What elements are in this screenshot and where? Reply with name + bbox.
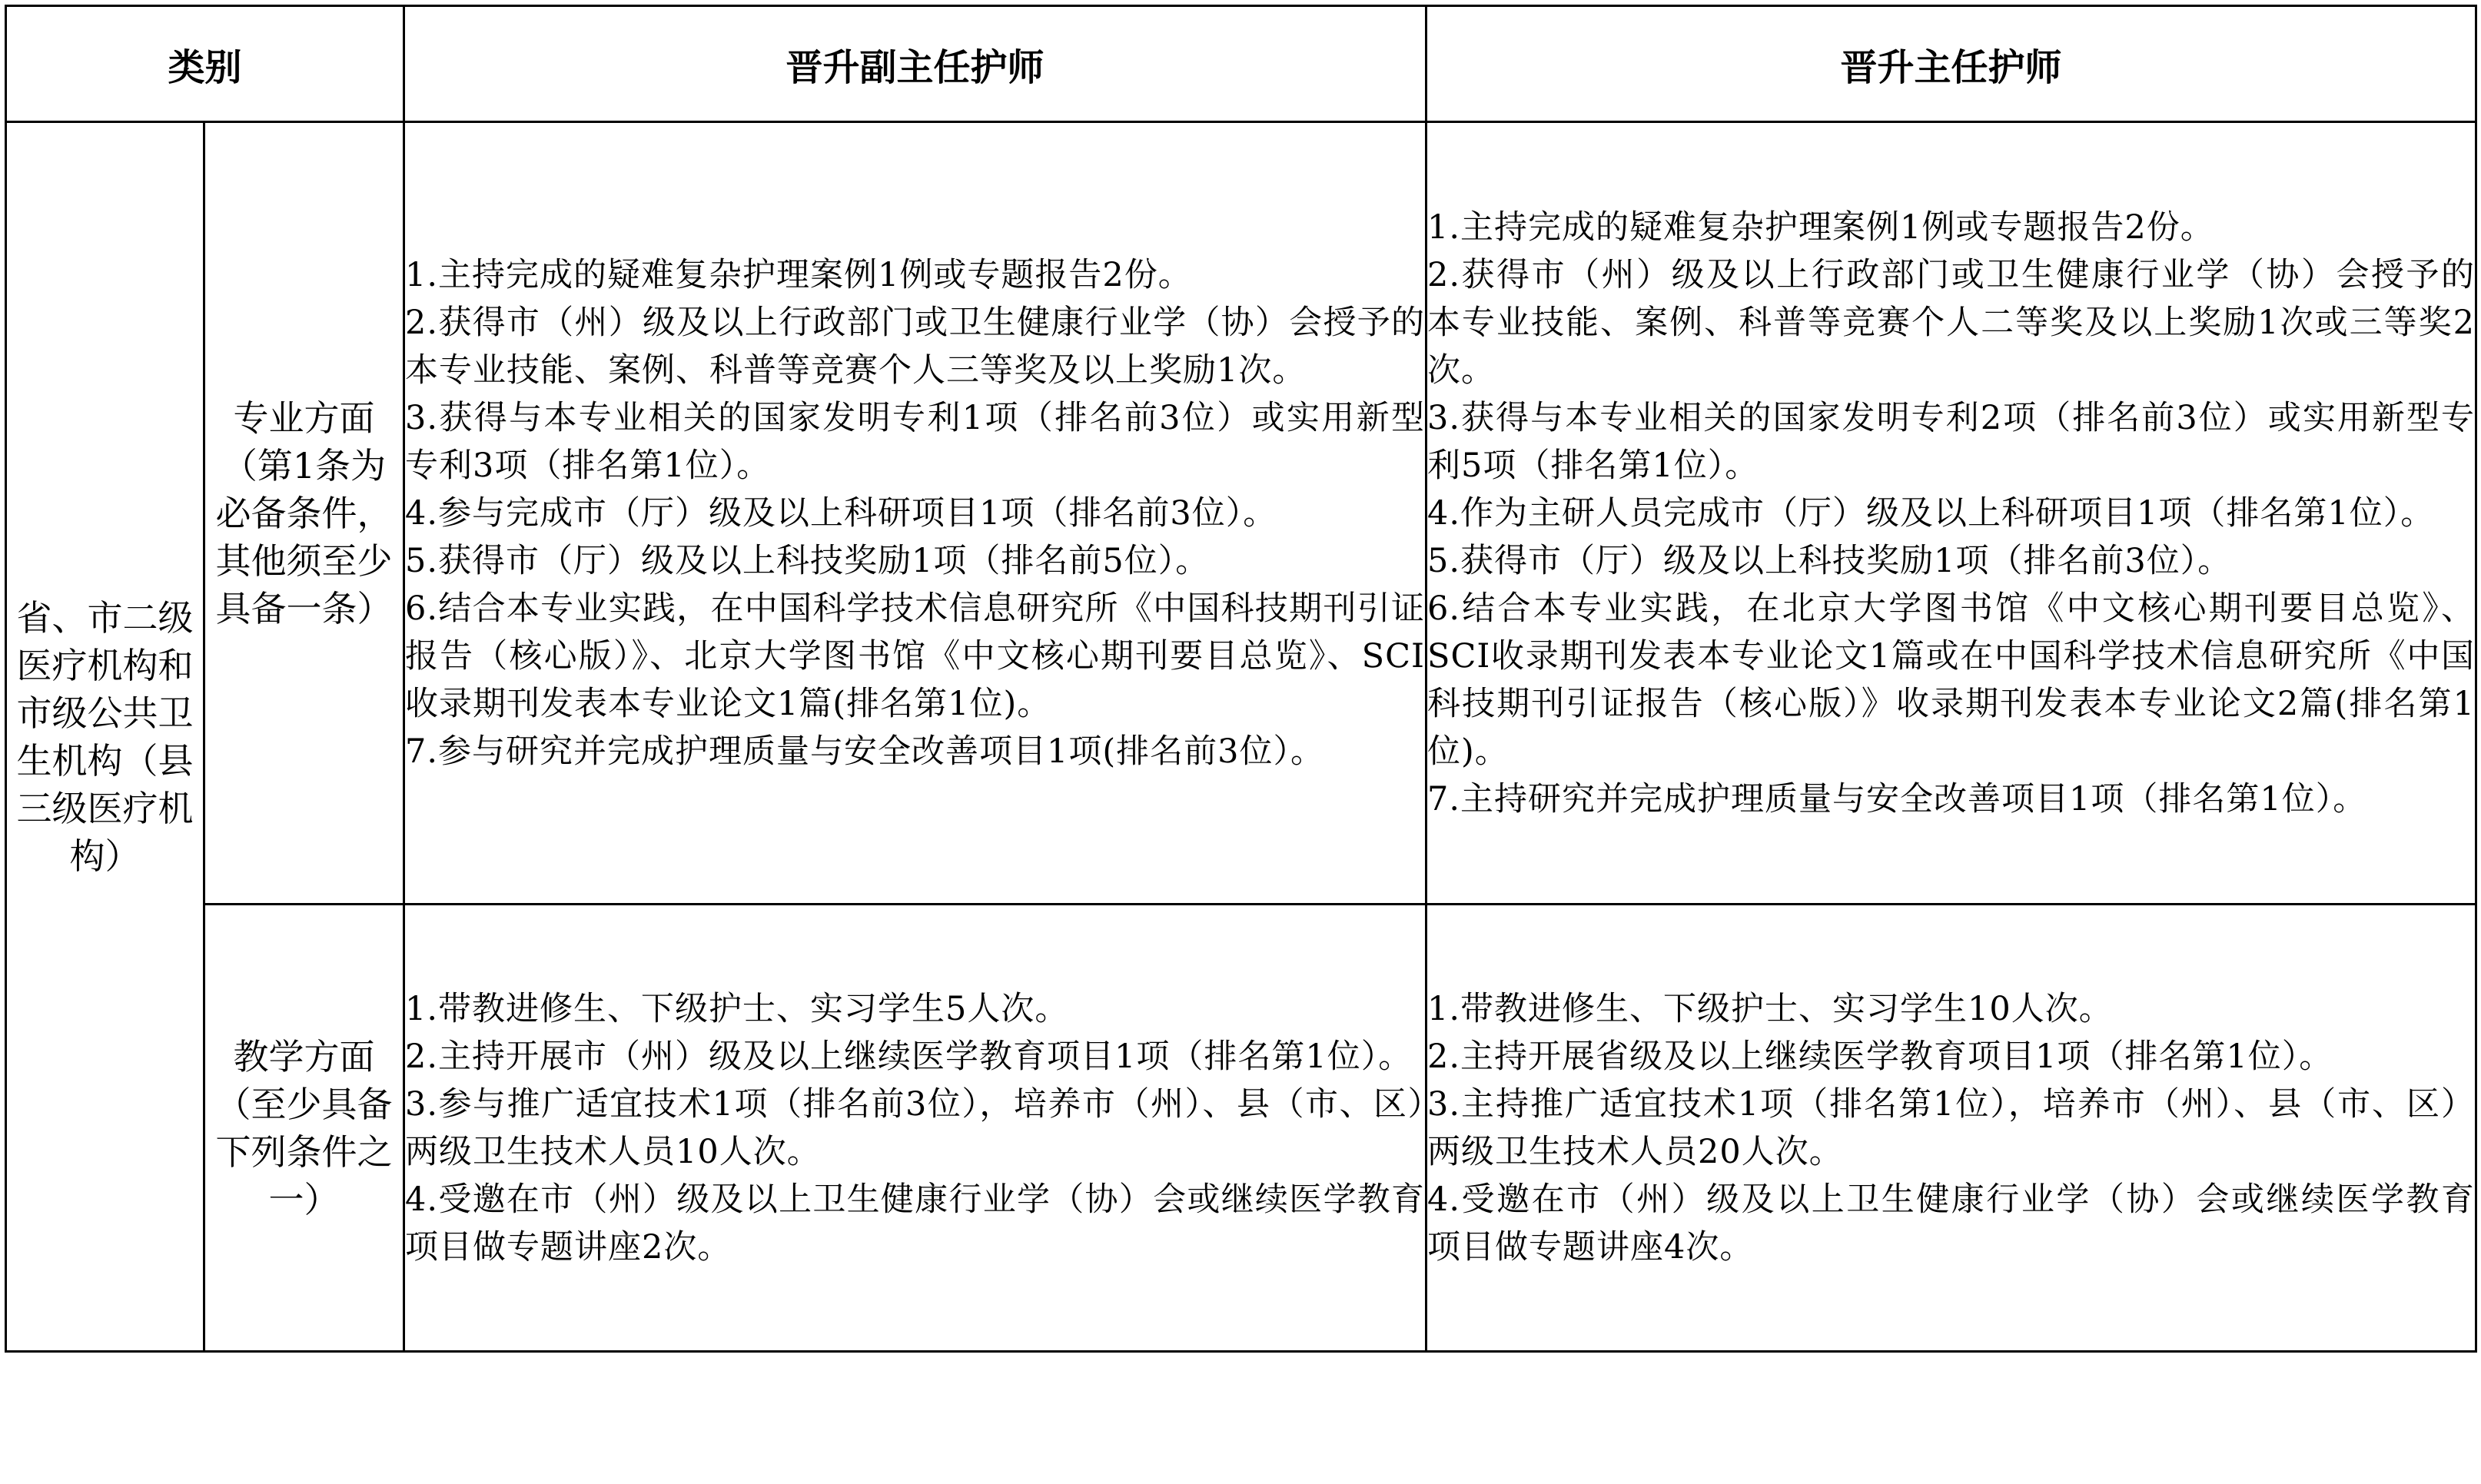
list-item: 1.带教进修生、下级护士、实习学生5人次。 — [405, 989, 1069, 1028]
list-item: 1.主持完成的疑难复杂护理案例1例或专题报告2份。 — [405, 255, 1192, 294]
deputy-teaching-cell — [404, 905, 1426, 1352]
list-item: 5.获得市（厅）级及以上科技奖励1项（排名前5位）。 — [405, 541, 1210, 580]
header-chief-nurse: 晋升主任护师 — [1426, 6, 2476, 122]
list-item: 7.参与研究并完成护理质量与安全改善项目1项(排名前3位）。 — [405, 732, 1325, 771]
list-item: 3.获得与本专业相关的国家发明专利2项（排名前3位）或实用新型专利5项（排名第1位）。 — [1427, 398, 2476, 485]
aspect-teaching: 教学方面（至少具备下列条件之一） — [204, 905, 404, 1352]
list-item: 1.带教进修生、下级护士、实习学生10人次。 — [1427, 989, 2113, 1028]
list-item: 5.获得市（厅）级及以上科技奖励1项（排名前3位）。 — [1427, 541, 2232, 580]
deputy-professional-cell — [404, 122, 1426, 905]
aspect-professional: 专业方面（第1条为必备条件，其他须至少具备一条） — [204, 122, 404, 905]
list-item: 2.获得市（州）级及以上行政部门或卫生健康行业学（协）会授予的本专业技能、案例、科普等竞赛个人三等奖及以上奖励1次。 — [405, 303, 1426, 390]
category-cell: 省、市二级医疗机构和市级公共卫生机构（县三级医疗机构） — [6, 122, 204, 1352]
chief-professional-cell — [1426, 122, 2476, 905]
list-item: 2.获得市（州）级及以上行政部门或卫生健康行业学（协）会授予的本专业技能、案例、科普等竞赛个人二等奖及以上奖励1次或三等奖2次。 — [1427, 255, 2476, 390]
header-category: 类别 — [6, 6, 404, 122]
list-item: 3.主持推广适宜技术1项（排名第1位），培养市（州）、县（市、区）两级卫生技术人员20人次。 — [1427, 1084, 2476, 1171]
header-deputy-chief-nurse: 晋升副主任护师 — [404, 6, 1426, 122]
list-item: 6.结合本专业实践，在北京大学图书馆《中文核心期刊要目总览》、SCI收录期刊发表本专业论文1篇或在中国科学技术信息研究所《中国科技期刊引证报告（核心版）》收录期刊发表本专业论文2篇(排名第1位)。 — [1427, 589, 2476, 771]
list-item: 6.结合本专业实践，在中国科学技术信息研究所《中国科技期刊引证报告（核心版）》、北京大学图书馆《中文核心期刊要目总览》、SCI收录期刊发表本专业论文1篇(排名第1位)。 — [405, 589, 1426, 723]
list-item: 7.主持研究并完成护理质量与安全改善项目1项（排名第1位）。 — [1427, 779, 2367, 818]
chief-teaching-cell — [1426, 905, 2476, 1352]
list-item: 4.受邀在市（州）级及以上卫生健康行业学（协）会或继续医学教育项目做专题讲座2次。 — [405, 1180, 1426, 1267]
list-item: 3.参与推广适宜技术1项（排名前3位），培养市（州）、县（市、区）两级卫生技术人员10人次。 — [405, 1084, 1426, 1171]
requirements-table — [5, 5, 2477, 1353]
table-row-professional — [6, 122, 2476, 905]
header-row — [6, 6, 2476, 122]
list-item: 3.获得与本专业相关的国家发明专利1项（排名前3位）或实用新型专利3项（排名第1位）。 — [405, 398, 1426, 485]
list-item: 1.主持完成的疑难复杂护理案例1例或专题报告2份。 — [1427, 207, 2214, 247]
list-item: 2.主持开展市（州）级及以上继续医学教育项目1项（排名第1位）。 — [405, 1037, 1413, 1076]
list-item: 4.作为主研人员完成市（厅）级及以上科研项目1项（排名第1位）。 — [1427, 493, 2435, 533]
list-item: 4.参与完成市（厅）级及以上科研项目1项（排名前3位）。 — [405, 493, 1277, 533]
table-row-teaching — [6, 905, 2476, 1352]
list-item: 2.主持开展省级及以上继续医学教育项目1项（排名第1位）。 — [1427, 1037, 2333, 1076]
list-item: 4.受邀在市（州）级及以上卫生健康行业学（协）会或继续医学教育项目做专题讲座4次。 — [1427, 1180, 2476, 1267]
